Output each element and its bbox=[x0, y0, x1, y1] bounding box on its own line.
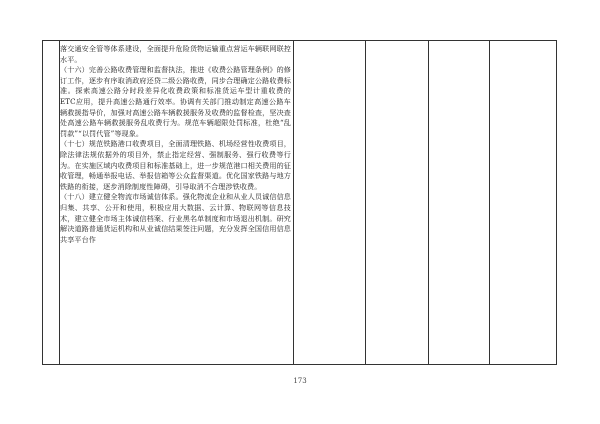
paragraph-17: （十七）规范铁路港口收费项目，全面清理铁路、机场经营性收费项目，除法律法规依据外的项目外，禁止指定经营、强制服务、强行收费等行为。在实施区域内收费项目和标准基础上，进一步规范港口相关费用的征收管理，畅通举报电话、举报信箱等公众监督渠道。优化国家铁路与地方铁路的衔接，逐步消除制度性障碍，引导取消不合理涉铁收费。 bbox=[60, 139, 291, 191]
measures-text-column bbox=[60, 44, 291, 364]
paragraph-18: （十八）建立健全物流市场诚信体系。强化物流企业和从业人员诚信信息归集、共享、公开和使用，积极应用大数据、云计算、物联网等信息技术，建立健全市场主体诚信档案、行业黑名单制度和市场退出机制。研究解决道路普通货运机构和从业诚信结果签注问题，充分发挥全国信用信息共享平台作 bbox=[60, 192, 291, 244]
page-number: 173 bbox=[293, 377, 307, 385]
paragraph-16: （十六）完善公路收费管理和监督执法，推进《收费公路管理条例》的修订工作，逐步有序取消政府还贷二级公路收费，同步合理确定公路收费标准。探索高速公路分时段差异化收费政策和标准货运车型计重收费的ETC应用，提升高速公路通行效率。协调有关部门推动制定高速公路车辆救援指导价，加强对高速公路车辆救援服务及收费的监督检查，坚决查处高速公路车辆救援服务乱收费行为。规范车辆超限处罚标准，杜绝“乱罚款”“以罚代管”等现象。 bbox=[60, 65, 291, 138]
paragraph-intro: 落交通安全管等体系建设，全面提升危险货物运输重点营运车辆联网联控水平。 bbox=[60, 44, 291, 64]
column-divider bbox=[489, 41, 490, 364]
column-divider bbox=[365, 41, 366, 364]
column-divider bbox=[428, 41, 429, 364]
document-table bbox=[42, 40, 557, 365]
column-divider bbox=[293, 41, 294, 364]
